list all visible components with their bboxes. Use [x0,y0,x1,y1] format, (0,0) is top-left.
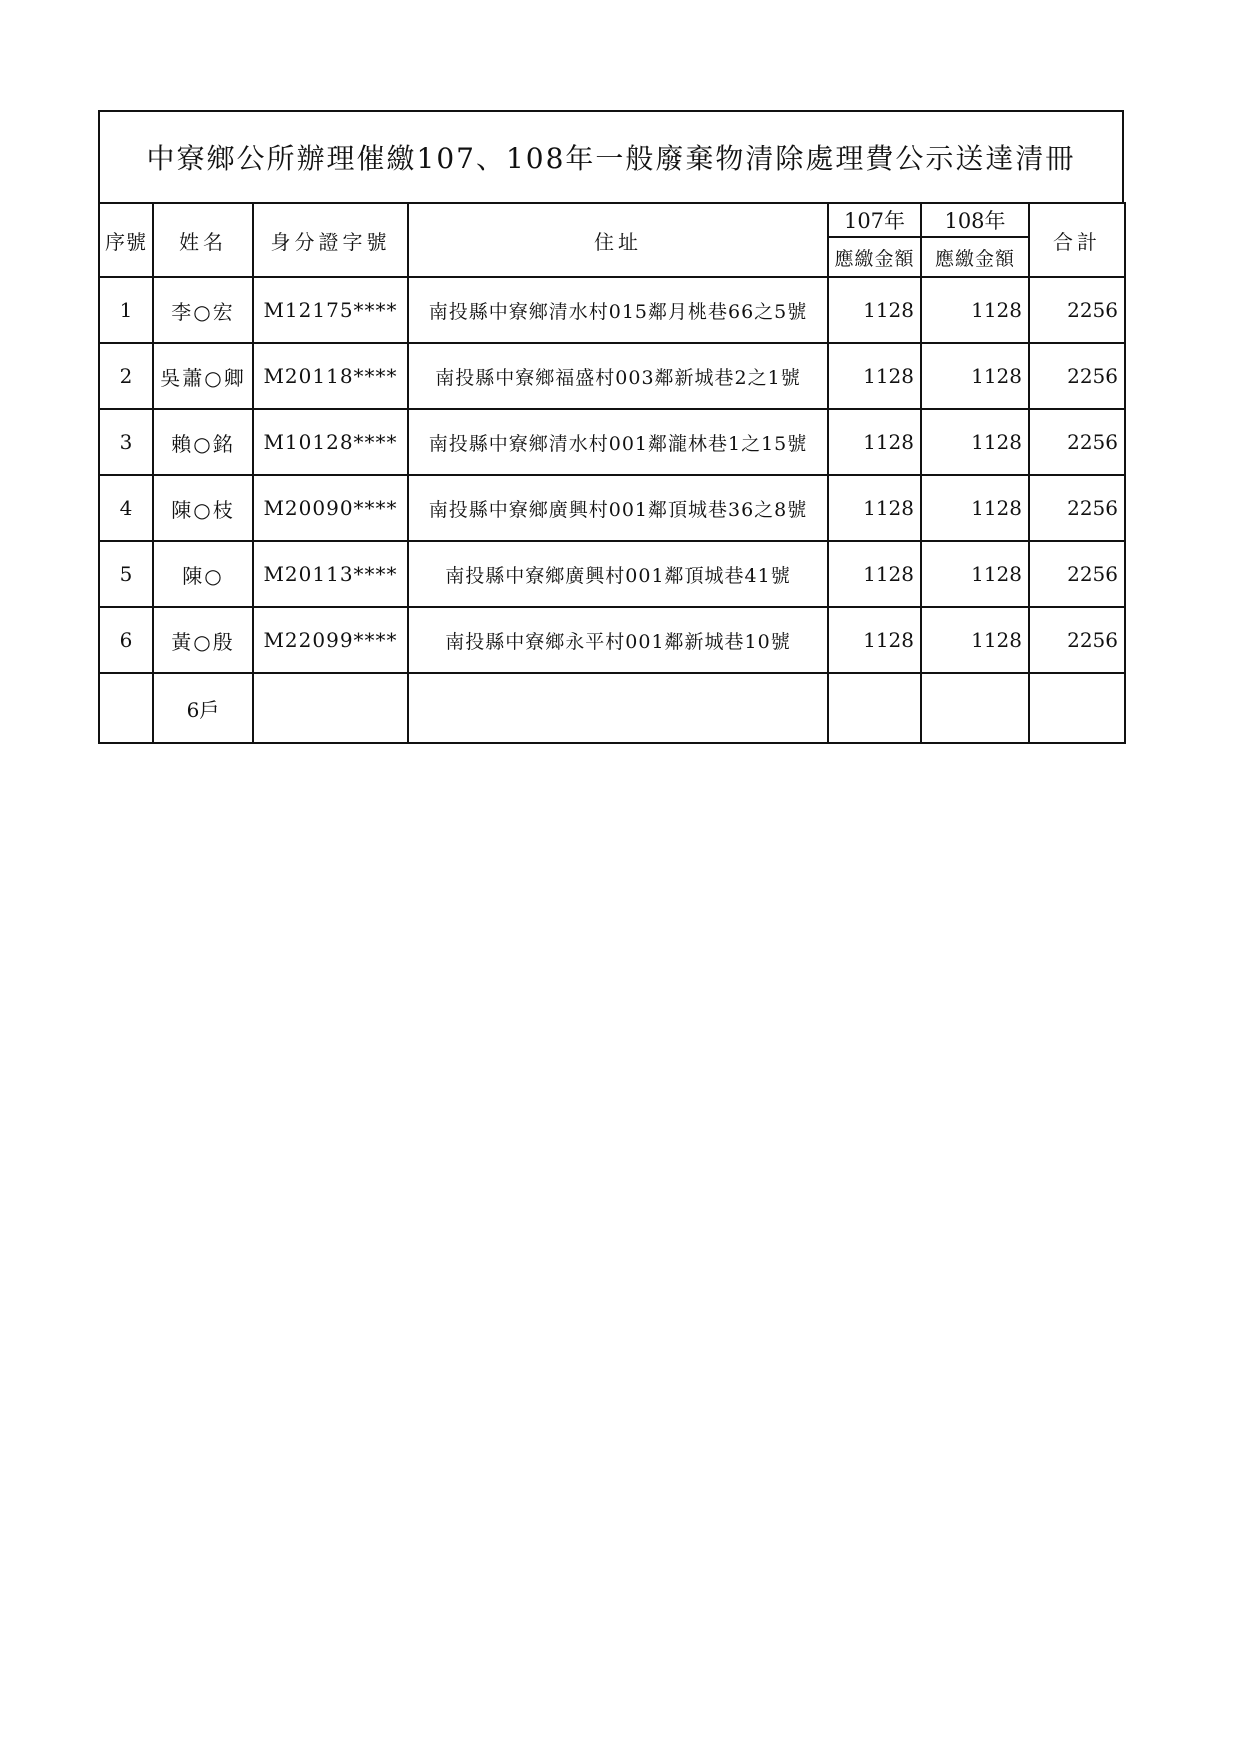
cell-id: M10128**** [253,409,408,475]
cell-name: 李○宏 [153,277,253,343]
cell-amount-107: 1128 [828,607,921,673]
cell-address: 南投縣中寮鄉清水村015鄰月桃巷66之5號 [408,277,828,343]
cell-name: 黃○殷 [153,607,253,673]
cell-total: 2256 [1029,541,1125,607]
header-seq: 序號 [99,203,153,277]
table-footer-row [99,673,1125,743]
header-name: 姓名 [153,203,253,277]
register-table [98,202,1126,744]
footer-empty-seq [99,673,153,743]
cell-seq: 5 [99,541,153,607]
cell-amount-108: 1128 [921,475,1029,541]
footer-empty-address [408,673,828,743]
cell-id: M20118**** [253,343,408,409]
cell-amount-108: 1128 [921,277,1029,343]
header-year-108: 108年 [921,203,1029,237]
cell-amount-107: 1128 [828,409,921,475]
header-due-108: 應繳金額 [921,237,1029,277]
cell-amount-107: 1128 [828,343,921,409]
cell-total: 2256 [1029,475,1125,541]
cell-id: M12175**** [253,277,408,343]
cell-address: 南投縣中寮鄉福盛村003鄰新城巷2之1號 [408,343,828,409]
header-row-years [99,203,1125,237]
cell-amount-107: 1128 [828,277,921,343]
cell-seq: 1 [99,277,153,343]
cell-total: 2256 [1029,409,1125,475]
table-row [99,475,1125,541]
table-row [99,277,1125,343]
cell-id: M20090**** [253,475,408,541]
footer-empty-total [1029,673,1125,743]
footer-household-count: 6戶 [153,673,253,743]
cell-name: 陳○枝 [153,475,253,541]
header-total: 合計 [1029,203,1125,277]
cell-total: 2256 [1029,607,1125,673]
cell-name: 賴○銘 [153,409,253,475]
notice-register [98,110,1124,744]
table-row [99,409,1125,475]
cell-id: M20113**** [253,541,408,607]
table-row [99,541,1125,607]
footer-empty-107 [828,673,921,743]
cell-seq: 3 [99,409,153,475]
header-due-107: 應繳金額 [828,237,921,277]
header-address: 住址 [408,203,828,277]
footer-empty-108 [921,673,1029,743]
cell-amount-108: 1128 [921,607,1029,673]
table-row [99,343,1125,409]
table-row [99,607,1125,673]
cell-seq: 2 [99,343,153,409]
header-year-107: 107年 [828,203,921,237]
cell-name: 陳○ [153,541,253,607]
footer-empty-id [253,673,408,743]
cell-name: 吳蕭○卿 [153,343,253,409]
cell-address: 南投縣中寮鄉廣興村001鄰頂城巷41號 [408,541,828,607]
cell-seq: 6 [99,607,153,673]
cell-amount-107: 1128 [828,541,921,607]
header-id: 身分證字號 [253,203,408,277]
cell-amount-108: 1128 [921,409,1029,475]
cell-address: 南投縣中寮鄉清水村001鄰瀧林巷1之15號 [408,409,828,475]
document-title: 中寮鄉公所辦理催繳107、108年一般廢棄物清除處理費公示送達清冊 [98,110,1124,202]
cell-amount-107: 1128 [828,475,921,541]
cell-amount-108: 1128 [921,343,1029,409]
cell-amount-108: 1128 [921,541,1029,607]
cell-id: M22099**** [253,607,408,673]
cell-total: 2256 [1029,277,1125,343]
cell-seq: 4 [99,475,153,541]
cell-total: 2256 [1029,343,1125,409]
cell-address: 南投縣中寮鄉永平村001鄰新城巷10號 [408,607,828,673]
cell-address: 南投縣中寮鄉廣興村001鄰頂城巷36之8號 [408,475,828,541]
